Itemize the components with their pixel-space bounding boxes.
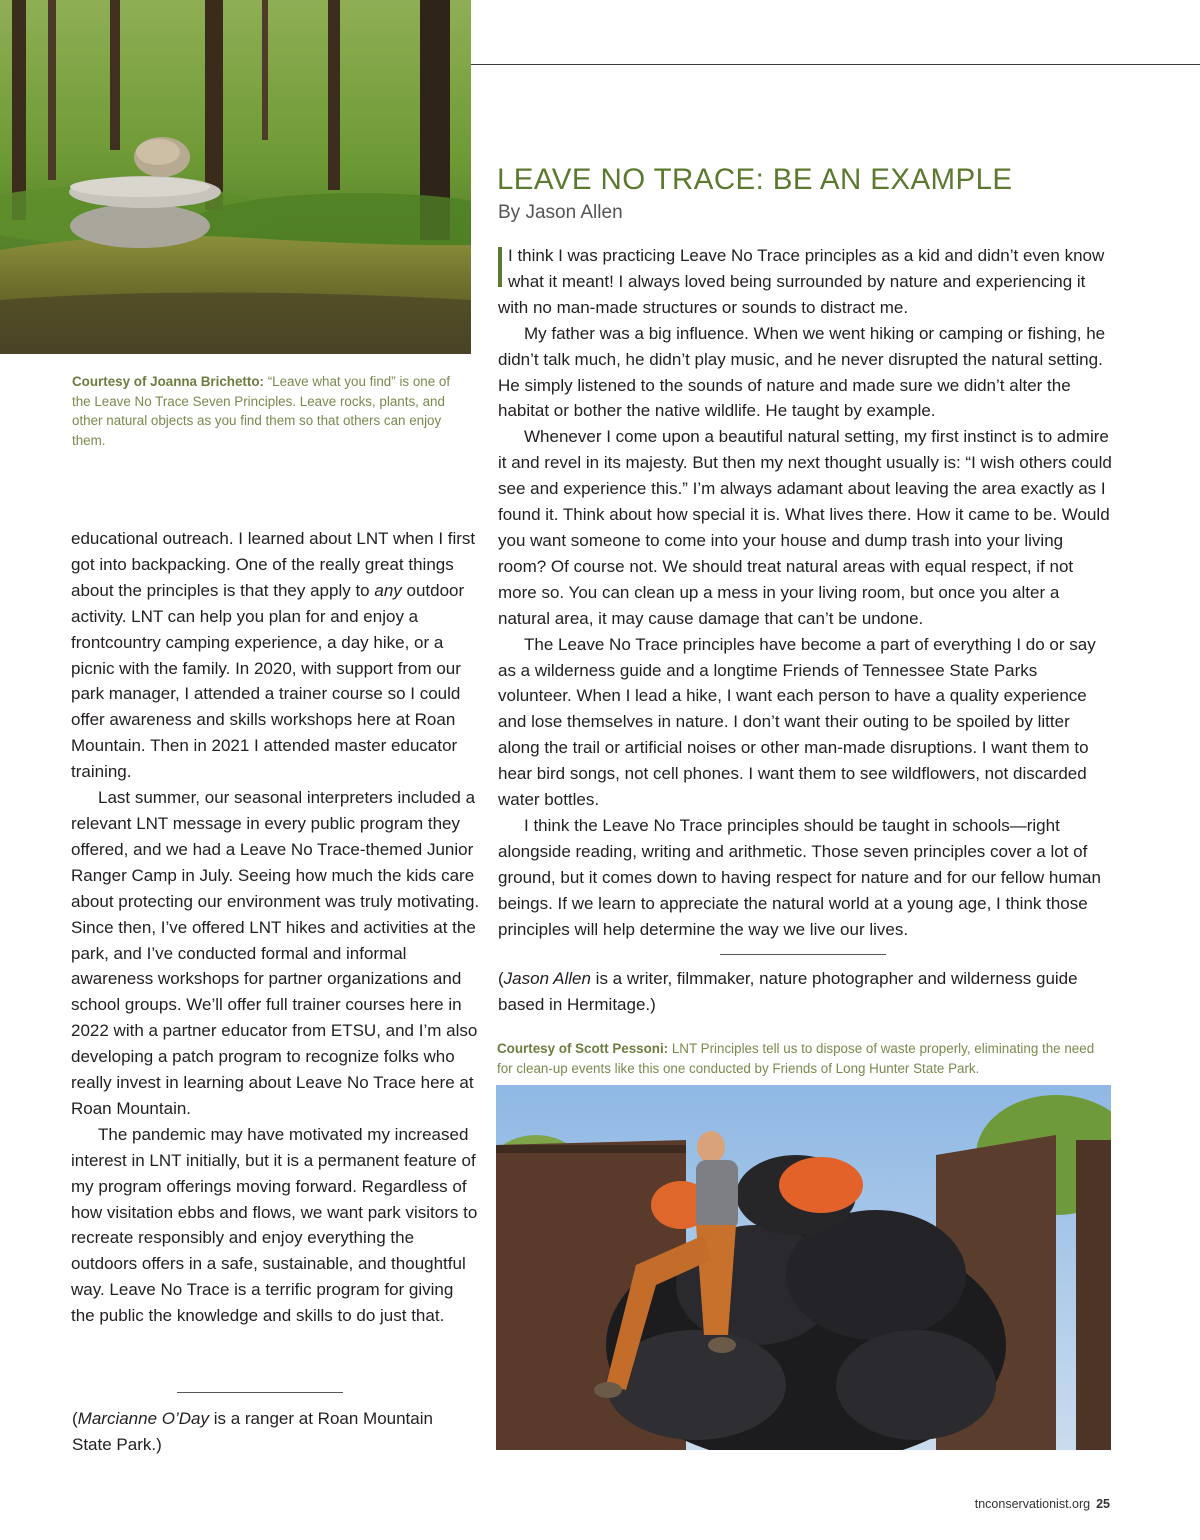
- page-footer: [975, 1497, 1110, 1511]
- article-p1-text: I think I was practicing Leave No Trace principles as a kid and didn’t even know what it meant! I always loved being surrounded by nature and experiencing it with no man-made structures or sounds to distract me.: [498, 246, 1105, 317]
- left-p1-text-a: educational outreach. I learned about LNT when I first got into backpacking. One of the really great things about the principles is that they apply to: [71, 529, 476, 600]
- article-paragraph-4: The Leave No Trace principles have become a part of everything I do or say as a wilderness guide and a longtime Friends of Tennessee State Parks volunteer. When I lead a hike, I want each person to have a quality experience and lose themselves in nature. I don’t want their outing to be spoiled by litter along the trail or artificial noises or other man-made disruptions. I want them to hear bird songs, not cell phones. I want them to see wildflowers, not discarded water bottles.: [498, 634, 1096, 810]
- article-paragraph-1: [498, 243, 1113, 321]
- author-bio-left: [72, 1406, 472, 1458]
- article-body: [498, 243, 1113, 942]
- section-divider-left: [177, 1392, 343, 1393]
- photo-caption-right: [497, 1039, 1112, 1078]
- page-number: 25: [1096, 1497, 1110, 1511]
- trash-cleanup-photo: [496, 1085, 1111, 1450]
- caption-text: “Leave what you find” is one of the Leave No Trace Seven Principles. Leave rocks, plants, and other natural objects as you find them so that others can enjoy them.: [72, 374, 451, 448]
- bio-text: is a ranger at Roan Mountain State Park.): [72, 1409, 433, 1454]
- left-column-body: [71, 526, 481, 1329]
- footer-site: tnconservationist.org: [974, 1497, 1091, 1511]
- left-p1-text-b: outdoor activity. LNT can help you plan for and enjoy a frontcountry camping experience, a day hike, or a picnic with the family. In 2020, with support from our park manager, I attended a trainer course so I could offer awareness and skills workshops here at Roan Mountain. Then in 2021 I attended master educator training.: [71, 580, 465, 782]
- bio-paren: (: [72, 1409, 78, 1428]
- dropcap-accent: [498, 247, 502, 287]
- rock-cairn-photo: [0, 0, 471, 354]
- author-bio-right: [498, 966, 1113, 1018]
- bio-author-name: Jason Allen: [503, 969, 591, 988]
- caption-credit: Courtesy of Joanna Brichetto:: [72, 374, 264, 389]
- caption-credit: Courtesy of Scott Pessoni:: [497, 1041, 669, 1056]
- caption-text: LNT Principles tell us to dispose of waste properly, eliminating the need for clean-up events like this one conducted by Friends of Long Hunter State Park.: [497, 1041, 1095, 1076]
- left-p1-emphasis: any: [374, 580, 402, 600]
- section-divider-right: [720, 954, 886, 955]
- bio-text: is a writer, filmmaker, nature photographer and wilderness guide based in Hermitage.): [498, 969, 1078, 1014]
- bio-paren: (: [498, 969, 504, 988]
- article-paragraph-3: Whenever I come upon a beautiful natural setting, my first instinct is to admire it and revel in its majesty. But then my next thought usually is: “I wish others could see and experience this.” I’m always adamant about leaving the area exactly as I found it. Think about how special it is. What lives there. How it came to be. Would you want someone to come into your house and dump trash into your living room? Of course not. We should treat natural areas with equal respect, if not more so. You can clean up a mess in your living room, but once you alter a natural area, it may cause damage that can’t be undone.: [498, 427, 1112, 628]
- left-paragraph-3: The pandemic may have motivated my increased interest in LNT initially, but it is a permanent feature of my program offerings moving forward. Regardless of how visitation ebbs and flows, we want park visitors to recreate responsibly and enjoy everything the outdoors offers in a safe, sustainable, and thoughtful way. Leave No Trace is a terrific program for giving the public the knowledge and skills to do just that.: [71, 1124, 478, 1326]
- article-byline: By Jason Allen: [498, 202, 623, 223]
- article-paragraph-2: My father was a big influence. When we went hiking or camping or fishing, he didn’t talk much, he didn’t play music, and he never disrupted the natural setting. He simply listened to the sounds of nature and made sure we didn’t alter the habitat or bother the native wildlife. He taught by example.: [498, 323, 1106, 421]
- left-paragraph-1: [71, 526, 481, 785]
- article-paragraph-5: I think the Leave No Trace principles should be taught in schools—right alongside reading, writing and arithmetic. Those seven principles cover a lot of ground, but it comes down to having respect for nature and for our fellow human beings. If we learn to appreciate the natural world at a young age, I think those principles will help determine the way we live our lives.: [498, 815, 1101, 939]
- article-title: LEAVE NO TRACE: BE AN EXAMPLE: [497, 163, 1013, 196]
- photo-caption-left: [72, 372, 464, 450]
- bio-author-name: Marcianne O’Day: [77, 1409, 209, 1428]
- left-paragraph-2: Last summer, our seasonal interpreters included a relevant LNT message in every public program they offered, and we had a Leave No Trace-themed Junior Ranger Camp in July. Seeing how much the kids care about protecting our environment was truly motivating. Since then, I’ve offered LNT hikes and activities at the park, and I’ve conducted formal and informal awareness workshops for partner organizations and school groups. We’ll offer full trainer courses here in 2022 with a partner educator from ETSU, and I’m also developing a patch program to recognize folks who really invest in learning about Leave No Trace here at Roan Mountain.: [71, 788, 480, 1118]
- header-rule: [471, 64, 1200, 65]
